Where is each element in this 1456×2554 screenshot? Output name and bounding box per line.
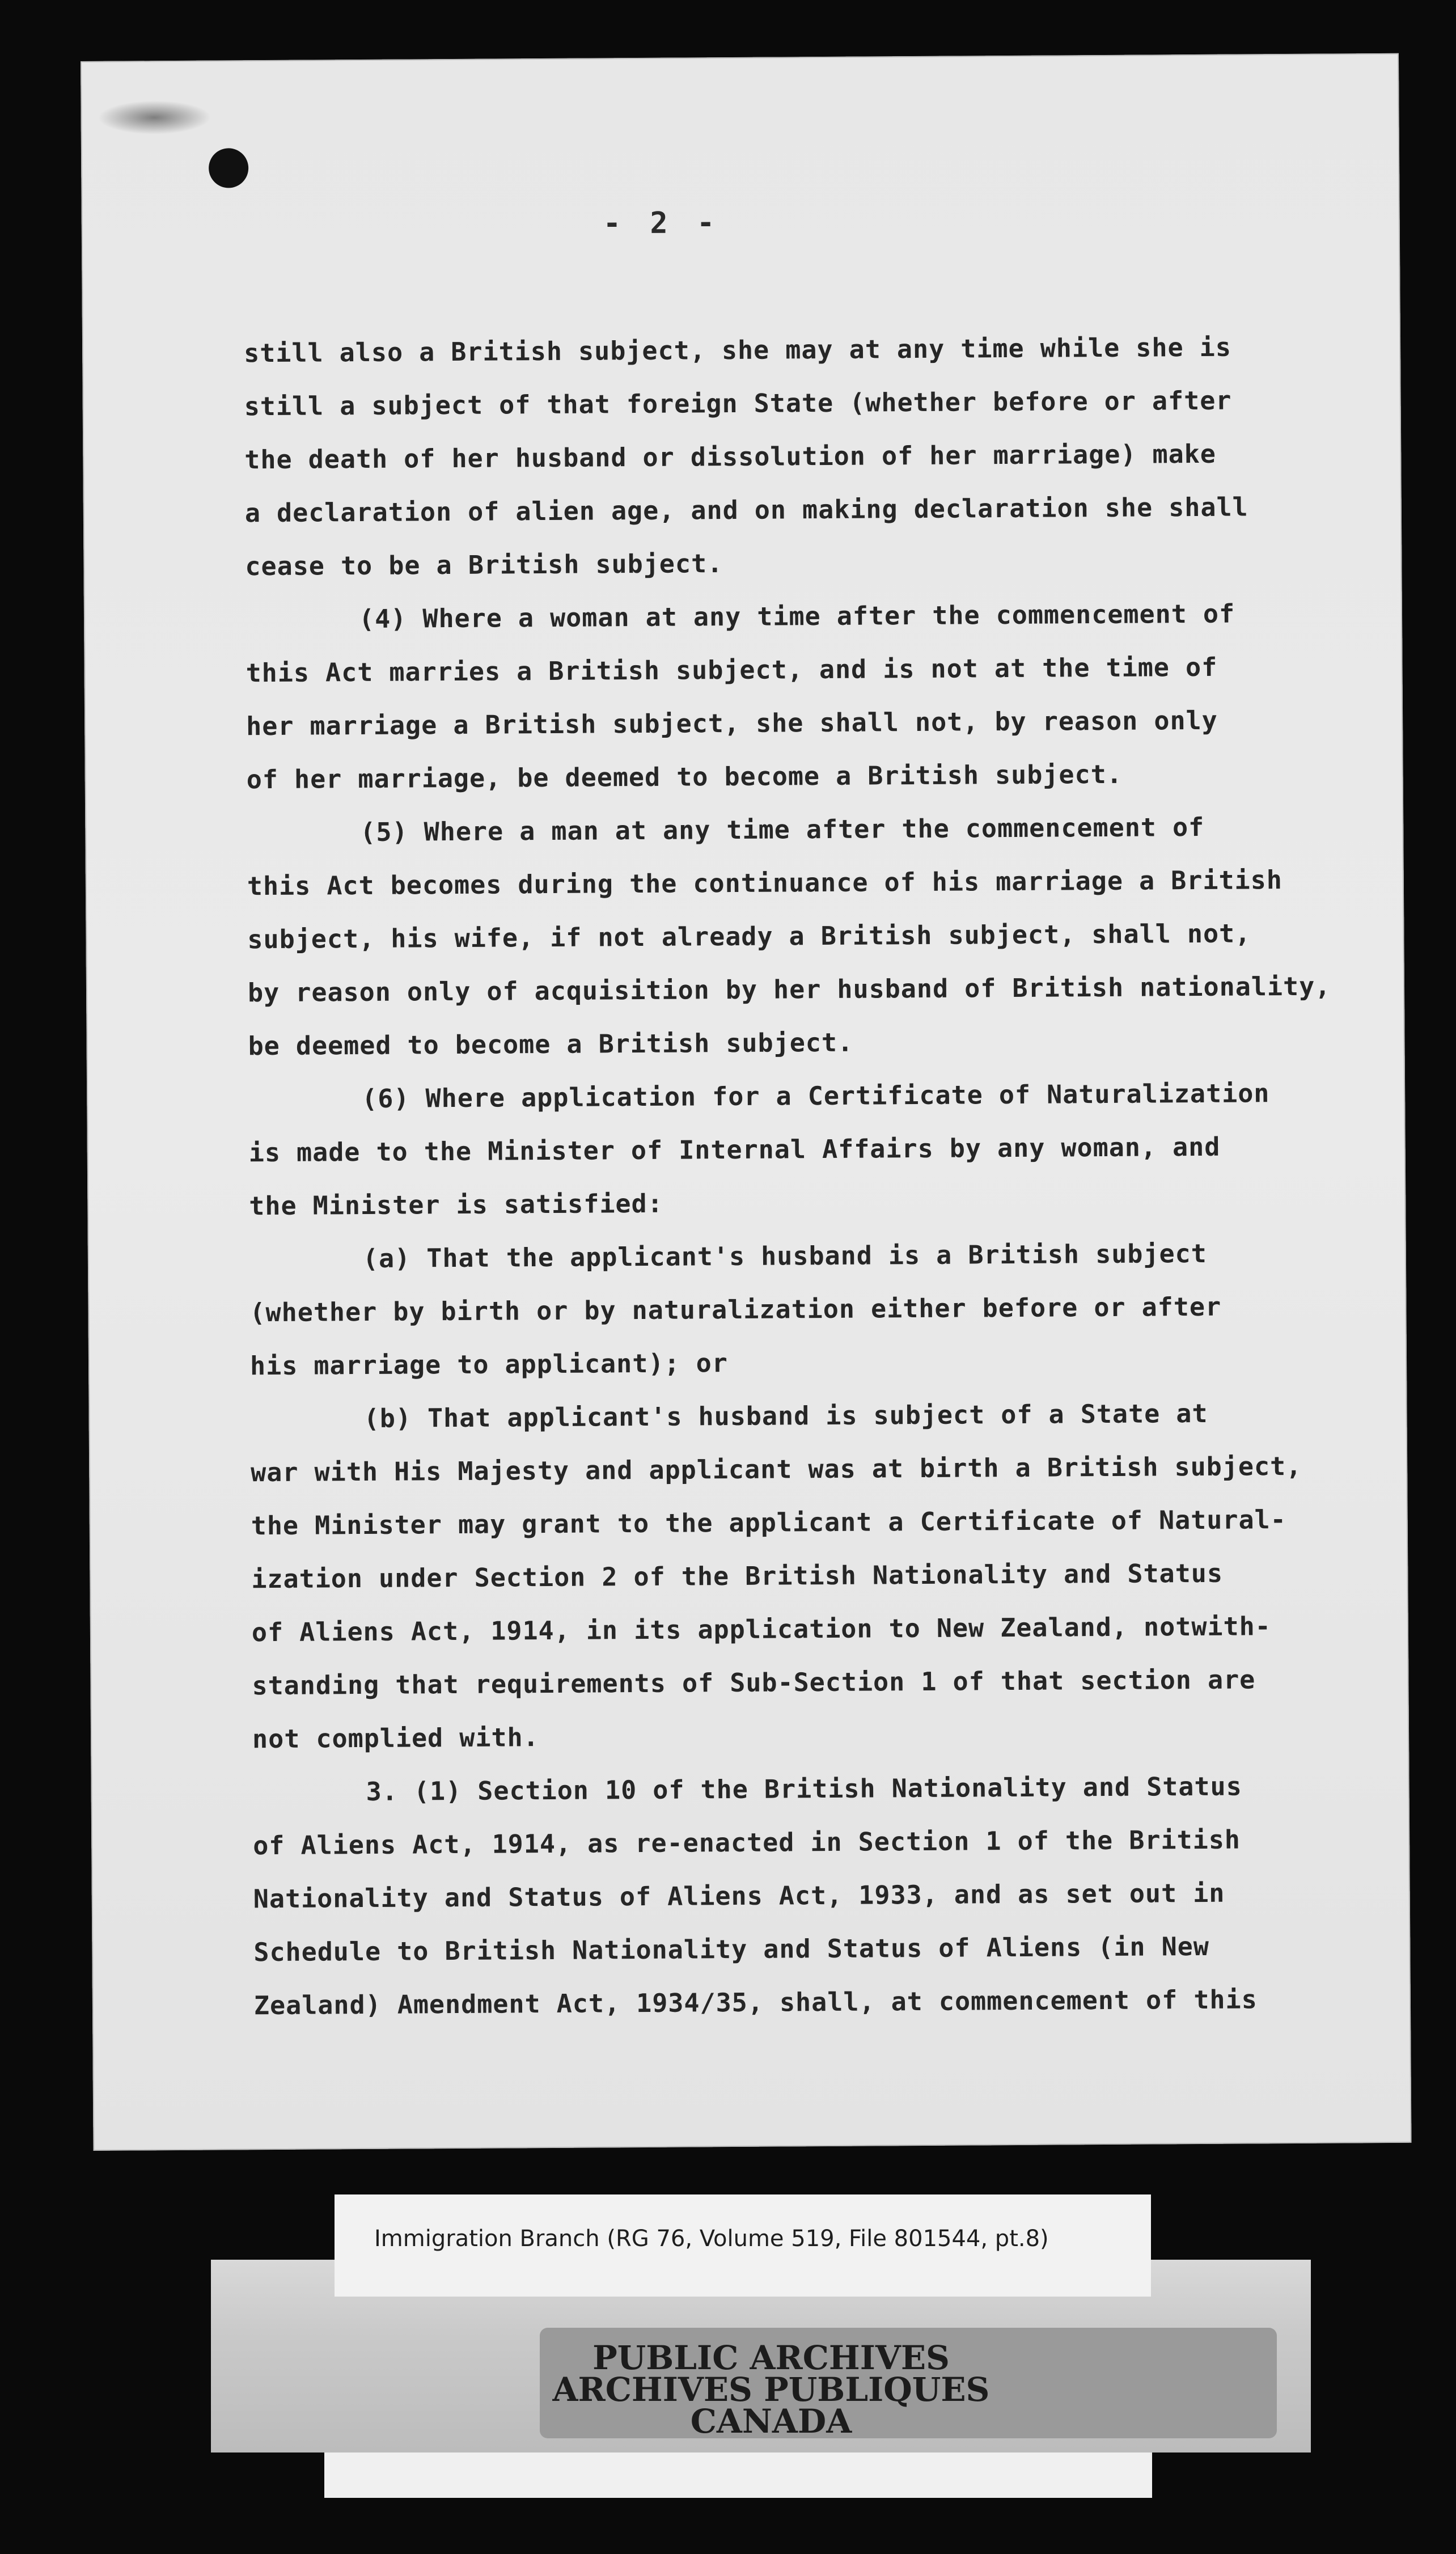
text-line: (whether by birth or by naturalization either before or after — [249, 1291, 1222, 1328]
text-line: still a subject of that foreign State (whether before or after — [244, 385, 1232, 422]
text-line: the Minister may grant to the applicant a Certificate of Natural- — [251, 1504, 1286, 1541]
text-line: Schedule to British Nationality and Status of Aliens (in New — [253, 1931, 1210, 1968]
text-line: of Aliens Act, 1914, in its application to New Zealand, notwith- — [251, 1611, 1271, 1648]
text-line: subject, his wife, if not already a British subject, shall not, — [247, 918, 1251, 955]
text-line: this Act marries a British subject, and is not at the time of — [246, 652, 1218, 688]
text-line: (b) That applicant's husband is subject of a State at — [363, 1398, 1208, 1434]
text-line: not complied with. — [252, 1722, 539, 1754]
text-line: (4) Where a woman at any time after the commencement of — [358, 598, 1235, 635]
ink-smudge — [98, 100, 211, 135]
text-line: (6) Where application for a Certificate of Naturalization — [362, 1078, 1270, 1114]
punch-hole — [209, 148, 248, 188]
archive-reference-card — [335, 2194, 1151, 2297]
text-line: a declaration of alien age, and on making declaration she shall — [244, 492, 1248, 528]
text-line: of Aliens Act, 1914, as re-enacted in Section 1 of the British — [253, 1824, 1241, 1861]
text-line: of her marriage, be deemed to become a British subject. — [246, 759, 1123, 795]
text-line: (a) That the applicant's husband is a British subject — [362, 1238, 1207, 1274]
text-line: Nationality and Status of Aliens Act, 1933, and as set out in — [253, 1878, 1225, 1914]
text-line: war with His Majesty and applicant was at birth a British subject, — [251, 1451, 1302, 1488]
text-line: his marriage to applicant); or — [249, 1348, 728, 1381]
stamp-line-french: ARCHIVES PUBLIQUES — [552, 2370, 990, 2409]
text-line: the death of her husband or dissolution of her marriage) make — [244, 438, 1217, 475]
text-line: be deemed to become a British subject. — [248, 1027, 854, 1062]
stamp-line-country: CANADA — [690, 2402, 852, 2441]
text-line: standing that requirements of Sub-Section 1 of that section are — [252, 1664, 1256, 1701]
text-line: ization under Section 2 of the British Nationality and Status — [251, 1558, 1224, 1595]
stamp-line-english: PUBLIC ARCHIVES — [592, 2339, 950, 2377]
document-page — [81, 53, 1411, 2151]
text-line: (5) Where a man at any time after the commencement of — [360, 811, 1205, 848]
public-archives-stamp — [533, 2339, 1009, 2441]
archive-reference-text: Immigration Branch (RG 76, Volume 519, File 801544, pt.8) — [374, 2226, 1049, 2252]
text-line: by reason only of acquisition by her husband of British nationality, — [247, 971, 1331, 1008]
text-line: her marriage a British subject, she shall not, by reason only — [246, 705, 1218, 742]
text-line: cease to be a British subject. — [245, 548, 723, 582]
archive-bottom-strip — [324, 2452, 1152, 2498]
text-line: the Minister is satisfied: — [249, 1188, 663, 1221]
text-line: still also a British subject, she may at any time while she is — [243, 332, 1232, 369]
page-number: - 2 - — [603, 206, 721, 241]
text-line: Zealand) Amendment Act, 1934/35, shall, at commencement of this — [253, 1984, 1258, 2021]
text-line: 3. (1) Section 10 of the British Nationality and Status — [366, 1771, 1242, 1807]
typed-body-text — [244, 320, 1382, 2032]
text-line: this Act becomes during the continuance of his marriage a British — [247, 865, 1283, 902]
text-line: is made to the Minister of Internal Affairs by any woman, and — [248, 1131, 1221, 1168]
